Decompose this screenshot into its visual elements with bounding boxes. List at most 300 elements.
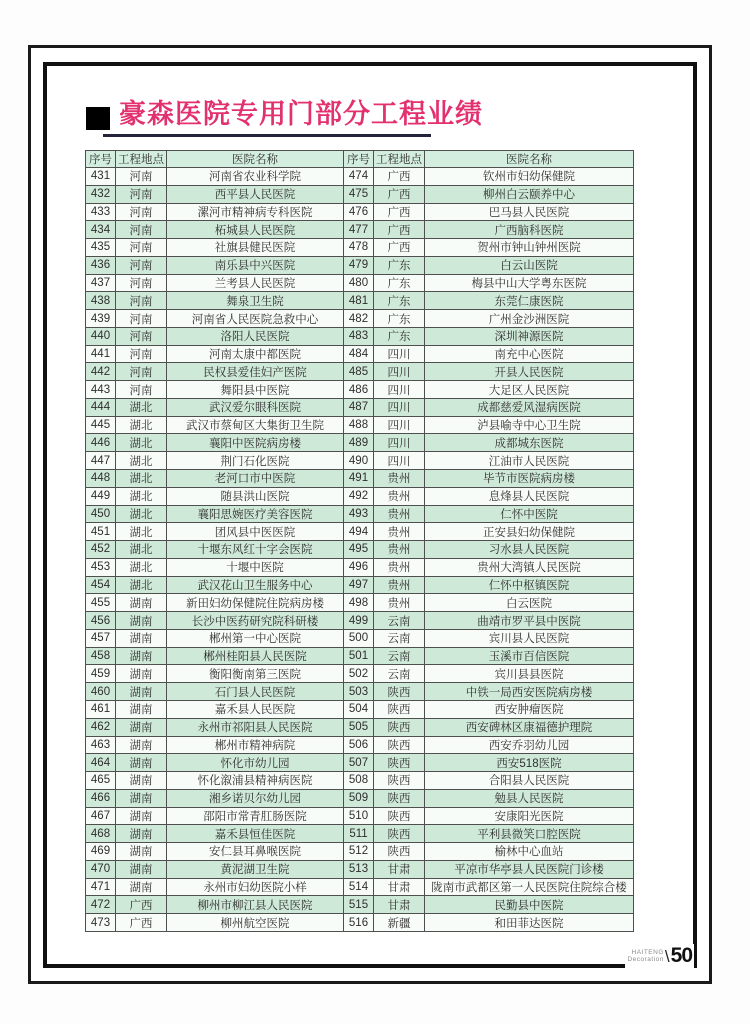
location-cell: 广西 [374,185,425,203]
location-cell: 湖南 [116,647,167,665]
location-cell: 湖南 [116,860,167,878]
hospital-cell: 石门县人民医院 [167,683,344,701]
table-header-row [86,151,634,168]
serial-cell: 459 [86,665,116,683]
location-cell: 陕西 [374,825,425,843]
table-row [86,185,634,203]
hospital-cell: 黄泥湖卫生院 [167,860,344,878]
serial-cell: 468 [86,825,116,843]
location-cell: 湖北 [116,558,167,576]
serial-cell: 506 [344,736,374,754]
serial-cell: 454 [86,576,116,594]
serial-cell: 515 [344,896,374,914]
serial-cell: 513 [344,860,374,878]
serial-cell: 514 [344,878,374,896]
location-cell: 湖北 [116,487,167,505]
page-number: 50 [670,944,692,967]
location-cell: 河南 [116,203,167,221]
serial-cell: 505 [344,718,374,736]
serial-cell: 485 [344,363,374,381]
serial-cell: 452 [86,541,116,559]
serial-cell: 479 [344,256,374,274]
brand-line1: HAITENG [631,948,664,956]
header-location-left: 工程地点 [116,151,167,168]
table-row [86,327,634,345]
serial-cell: 444 [86,398,116,416]
slash-mark: \ [664,947,670,966]
location-cell: 四川 [374,398,425,416]
hospital-cell: 南充中心医院 [425,345,634,363]
table-row [86,700,634,718]
table-row [86,683,634,701]
table-row [86,256,634,274]
hospital-cell: 团风县中医医院 [167,523,344,541]
hospital-cell: 平利县微笑口腔医院 [425,825,634,843]
location-cell: 湖北 [116,505,167,523]
serial-cell: 465 [86,772,116,790]
serial-cell: 476 [344,203,374,221]
square-bullet-icon [86,107,110,130]
location-cell: 湖北 [116,434,167,452]
serial-cell: 464 [86,754,116,772]
hospital-cell: 巴马县人民医院 [425,203,634,221]
hospital-cell: 漯河市精神病专科医院 [167,203,344,221]
location-cell: 陕西 [374,754,425,772]
serial-cell: 438 [86,292,116,310]
hospital-cell: 贵州大湾镇人民医院 [425,558,634,576]
location-cell: 贵州 [374,505,425,523]
table-row [86,274,634,292]
location-cell: 河南 [116,274,167,292]
hospital-cell: 东莞仁康医院 [425,292,634,310]
serial-cell: 432 [86,185,116,203]
hospital-cell: 玉溪市百信医院 [425,647,634,665]
location-cell: 陕西 [374,736,425,754]
hospital-cell: 长沙中医药研究院科研楼 [167,612,344,630]
hospital-cell: 广西脑科医院 [425,221,634,239]
serial-cell: 478 [344,239,374,257]
hospital-cell: 舞泉卫生院 [167,292,344,310]
location-cell: 湖南 [116,612,167,630]
hospital-cell: 宾川县人民医院 [425,629,634,647]
hospital-cell: 榆林中心血站 [425,843,634,861]
table-row [86,825,634,843]
serial-cell: 453 [86,558,116,576]
location-cell: 贵州 [374,594,425,612]
serial-cell: 496 [344,558,374,576]
table-row [86,203,634,221]
serial-cell: 467 [86,807,116,825]
location-cell: 河南 [116,239,167,257]
serial-cell: 504 [344,700,374,718]
location-cell: 湖南 [116,825,167,843]
hospital-cell: 大足区人民医院 [425,381,634,399]
serial-cell: 495 [344,541,374,559]
location-cell: 陕西 [374,683,425,701]
location-cell: 湖北 [116,576,167,594]
hospital-cell: 湘乡诺贝尔幼儿园 [167,789,344,807]
location-cell: 湖南 [116,843,167,861]
location-cell: 四川 [374,363,425,381]
location-cell: 云南 [374,612,425,630]
location-cell: 湖北 [116,416,167,434]
hospital-cell: 永州市妇幼医院小样 [167,878,344,896]
hospital-cell: 郴州桂阳县人民医院 [167,647,344,665]
location-cell: 广东 [374,274,425,292]
hospital-cell: 宾川县县医院 [425,665,634,683]
title-underline [103,134,431,137]
serial-cell: 489 [344,434,374,452]
location-cell: 陕西 [374,772,425,790]
hospital-cell: 西安碑林区康福德护理院 [425,718,634,736]
hospital-cell: 白云山医院 [425,256,634,274]
location-cell: 贵州 [374,470,425,488]
projects-table-body [86,168,634,932]
hospital-cell: 洛阳人民医院 [167,327,344,345]
hospital-cell: 十堰中医院 [167,558,344,576]
hospital-cell: 老河口市中医院 [167,470,344,488]
hospital-cell: 荆门石化医院 [167,452,344,470]
serial-cell: 471 [86,878,116,896]
hospital-cell: 成都慈爱风湿病医院 [425,398,634,416]
table-row [86,168,634,186]
hospital-cell: 郴州市精神病院 [167,736,344,754]
table-row [86,629,634,647]
hospital-cell: 襄阳中医院病房楼 [167,434,344,452]
header-location-right: 工程地点 [374,151,425,168]
hospital-cell: 息烽县人民医院 [425,487,634,505]
hospital-cell: 平凉市华亭县人民医院门诊楼 [425,860,634,878]
location-cell: 湖南 [116,683,167,701]
hospital-cell: 社旗县健民医院 [167,239,344,257]
serial-cell: 509 [344,789,374,807]
hospital-cell: 江油市人民医院 [425,452,634,470]
hospital-cell: 民勤县中医院 [425,896,634,914]
location-cell: 湖北 [116,452,167,470]
table-row [86,398,634,416]
location-cell: 河南 [116,310,167,328]
location-cell: 湖北 [116,523,167,541]
table-row [86,754,634,772]
location-cell: 广东 [374,310,425,328]
hospital-cell: 合阳县人民医院 [425,772,634,790]
location-cell: 陕西 [374,843,425,861]
location-cell: 湖南 [116,754,167,772]
hospital-cell: 民权县爱佳妇产医院 [167,363,344,381]
hospital-cell: 衡阳衡南第三医院 [167,665,344,683]
serial-cell: 470 [86,860,116,878]
hospital-cell: 襄阳思婉医疗美容医院 [167,505,344,523]
serial-cell: 490 [344,452,374,470]
location-cell: 广西 [374,239,425,257]
table-row [86,363,634,381]
location-cell: 湖南 [116,718,167,736]
table-row [86,843,634,861]
serial-cell: 458 [86,647,116,665]
hospital-cell: 梅县中山大学粤东医院 [425,274,634,292]
location-cell: 湖南 [116,807,167,825]
hospital-cell: 深圳神源医院 [425,327,634,345]
serial-cell: 462 [86,718,116,736]
hospital-cell: 广州金沙洲医院 [425,310,634,328]
serial-cell: 469 [86,843,116,861]
location-cell: 湖南 [116,700,167,718]
hospital-cell: 河南省农业科学院 [167,168,344,186]
hospital-cell: 柳州航空医院 [167,914,344,932]
location-cell: 广西 [374,221,425,239]
location-cell: 甘肃 [374,860,425,878]
hospital-cell: 陇南市武都区第一人民医院住院综合楼 [425,878,634,896]
header-serial-right: 序号 [344,151,374,168]
serial-cell: 435 [86,239,116,257]
serial-cell: 501 [344,647,374,665]
location-cell: 四川 [374,416,425,434]
serial-cell: 511 [344,825,374,843]
location-cell: 广东 [374,327,425,345]
serial-cell: 456 [86,612,116,630]
table-row [86,647,634,665]
hospital-cell: 勉县人民医院 [425,789,634,807]
hospital-cell: 郴州第一中心医院 [167,629,344,647]
location-cell: 广西 [374,168,425,186]
table-row [86,345,634,363]
serial-cell: 498 [344,594,374,612]
hospital-cell: 邵阳市常青肛肠医院 [167,807,344,825]
serial-cell: 500 [344,629,374,647]
hospital-cell: 南乐县中兴医院 [167,256,344,274]
hospital-cell: 白云医院 [425,594,634,612]
serial-cell: 508 [344,772,374,790]
serial-cell: 503 [344,683,374,701]
serial-cell: 436 [86,256,116,274]
hospital-cell: 河南太康中都医院 [167,345,344,363]
hospital-cell: 西平县人民医院 [167,185,344,203]
hospital-cell: 武汉花山卫生服务中心 [167,576,344,594]
location-cell: 湖北 [116,470,167,488]
location-cell: 河南 [116,327,167,345]
location-cell: 广东 [374,292,425,310]
serial-cell: 455 [86,594,116,612]
location-cell: 河南 [116,185,167,203]
location-cell: 河南 [116,168,167,186]
table-row [86,612,634,630]
location-cell: 湖南 [116,772,167,790]
location-cell: 贵州 [374,576,425,594]
location-cell: 湖北 [116,541,167,559]
table-row [86,914,634,932]
location-cell: 湖北 [116,398,167,416]
hospital-cell: 武汉爱尔眼科医院 [167,398,344,416]
location-cell: 广西 [116,896,167,914]
hospital-cell: 永州市祁阳县人民医院 [167,718,344,736]
table-row [86,434,634,452]
serial-cell: 486 [344,381,374,399]
location-cell: 陕西 [374,807,425,825]
location-cell: 陕西 [374,718,425,736]
header-hospital-right: 医院名称 [425,151,634,168]
serial-cell: 481 [344,292,374,310]
location-cell: 河南 [116,363,167,381]
location-cell: 陕西 [374,789,425,807]
brand-mark [627,949,663,964]
table-row [86,452,634,470]
location-cell: 广西 [374,203,425,221]
serial-cell: 480 [344,274,374,292]
hospital-cell: 十堰东风红十字会医院 [167,541,344,559]
serial-cell: 494 [344,523,374,541]
location-cell: 四川 [374,345,425,363]
serial-cell: 431 [86,168,116,186]
hospital-cell: 泸县喻寺中心卫生院 [425,416,634,434]
table-row [86,789,634,807]
location-cell: 贵州 [374,487,425,505]
serial-cell: 434 [86,221,116,239]
location-cell: 广东 [374,256,425,274]
serial-cell: 516 [344,914,374,932]
location-cell: 四川 [374,452,425,470]
hospital-cell: 习水县人民医院 [425,541,634,559]
hospital-cell: 武汉市蔡甸区大集街卫生院 [167,416,344,434]
location-cell: 贵州 [374,523,425,541]
header-hospital-left: 医院名称 [167,151,344,168]
location-cell: 河南 [116,221,167,239]
hospital-cell: 柘城县人民医院 [167,221,344,239]
serial-cell: 466 [86,789,116,807]
serial-cell: 450 [86,505,116,523]
hospital-cell: 成都城东医院 [425,434,634,452]
serial-cell: 457 [86,629,116,647]
location-cell: 湖南 [116,789,167,807]
serial-cell: 488 [344,416,374,434]
table-row [86,239,634,257]
serial-cell: 472 [86,896,116,914]
location-cell: 河南 [116,381,167,399]
hospital-cell: 安仁县耳鼻喉医院 [167,843,344,861]
table-row [86,523,634,541]
location-cell: 新疆 [374,914,425,932]
serial-cell: 448 [86,470,116,488]
location-cell: 湖南 [116,878,167,896]
table-row [86,416,634,434]
serial-cell: 446 [86,434,116,452]
hospital-cell: 兰考县人民医院 [167,274,344,292]
location-cell: 湖南 [116,665,167,683]
serial-cell: 447 [86,452,116,470]
serial-cell: 433 [86,203,116,221]
table-row [86,718,634,736]
serial-cell: 502 [344,665,374,683]
table-row [86,487,634,505]
hospital-cell: 舞阳县中医院 [167,381,344,399]
serial-cell: 492 [344,487,374,505]
serial-cell: 497 [344,576,374,594]
page-title: 豪森医院专用门部分工程业绩 [119,99,483,129]
brand-line2: Decoration [627,956,664,963]
serial-cell: 473 [86,914,116,932]
location-cell: 湖南 [116,594,167,612]
header-serial-left: 序号 [86,151,116,168]
hospital-cell: 曲靖市罗平县中医院 [425,612,634,630]
serial-cell: 474 [344,168,374,186]
location-cell: 广西 [116,914,167,932]
table-row [86,576,634,594]
serial-cell: 507 [344,754,374,772]
table-row [86,807,634,825]
serial-cell: 510 [344,807,374,825]
location-cell: 河南 [116,256,167,274]
location-cell: 四川 [374,434,425,452]
serial-cell: 487 [344,398,374,416]
hospital-cell: 安康阳光医院 [425,807,634,825]
location-cell: 甘肃 [374,878,425,896]
location-cell: 陕西 [374,700,425,718]
table-row [86,292,634,310]
hospital-cell: 中铁一局西安医院病房楼 [425,683,634,701]
table-row [86,310,634,328]
serial-cell: 482 [344,310,374,328]
table-row [86,470,634,488]
hospital-cell: 柳州白云颐养中心 [425,185,634,203]
serial-cell: 439 [86,310,116,328]
hospital-cell: 嘉禾县恒佳医院 [167,825,344,843]
hospital-cell: 西安乔羽幼儿园 [425,736,634,754]
table-row [86,594,634,612]
hospital-cell: 钦州市妇幼保健院 [425,168,634,186]
location-cell: 甘肃 [374,896,425,914]
hospital-cell: 仁怀中医院 [425,505,634,523]
serial-cell: 484 [344,345,374,363]
serial-cell: 512 [344,843,374,861]
serial-cell: 461 [86,700,116,718]
table-row [86,558,634,576]
table-row [86,505,634,523]
serial-cell: 463 [86,736,116,754]
location-cell: 湖南 [116,629,167,647]
serial-cell: 460 [86,683,116,701]
serial-cell: 443 [86,381,116,399]
hospital-cell: 毕节市医院病房楼 [425,470,634,488]
hospital-cell: 贺州市钟山钟州医院 [425,239,634,257]
serial-cell: 441 [86,345,116,363]
table-row [86,736,634,754]
location-cell: 河南 [116,345,167,363]
hospital-cell: 嘉禾县人民医院 [167,700,344,718]
hospital-cell: 随县洪山医院 [167,487,344,505]
location-cell: 云南 [374,665,425,683]
location-cell: 贵州 [374,558,425,576]
hospital-cell: 开县人民医院 [425,363,634,381]
title-block [86,98,483,130]
table-row [86,896,634,914]
hospital-cell: 仁怀中枢镇医院 [425,576,634,594]
footer [625,944,694,968]
table-row [86,860,634,878]
table-row [86,381,634,399]
hospital-cell: 和田菲达医院 [425,914,634,932]
location-cell: 云南 [374,647,425,665]
serial-cell: 445 [86,416,116,434]
hospital-cell: 西安518医院 [425,754,634,772]
serial-cell: 440 [86,327,116,345]
location-cell: 云南 [374,629,425,647]
hospital-cell: 河南省人民医院急救中心 [167,310,344,328]
location-cell: 湖南 [116,736,167,754]
projects-table [85,150,634,932]
serial-cell: 437 [86,274,116,292]
table-row [86,878,634,896]
location-cell: 贵州 [374,541,425,559]
serial-cell: 451 [86,523,116,541]
